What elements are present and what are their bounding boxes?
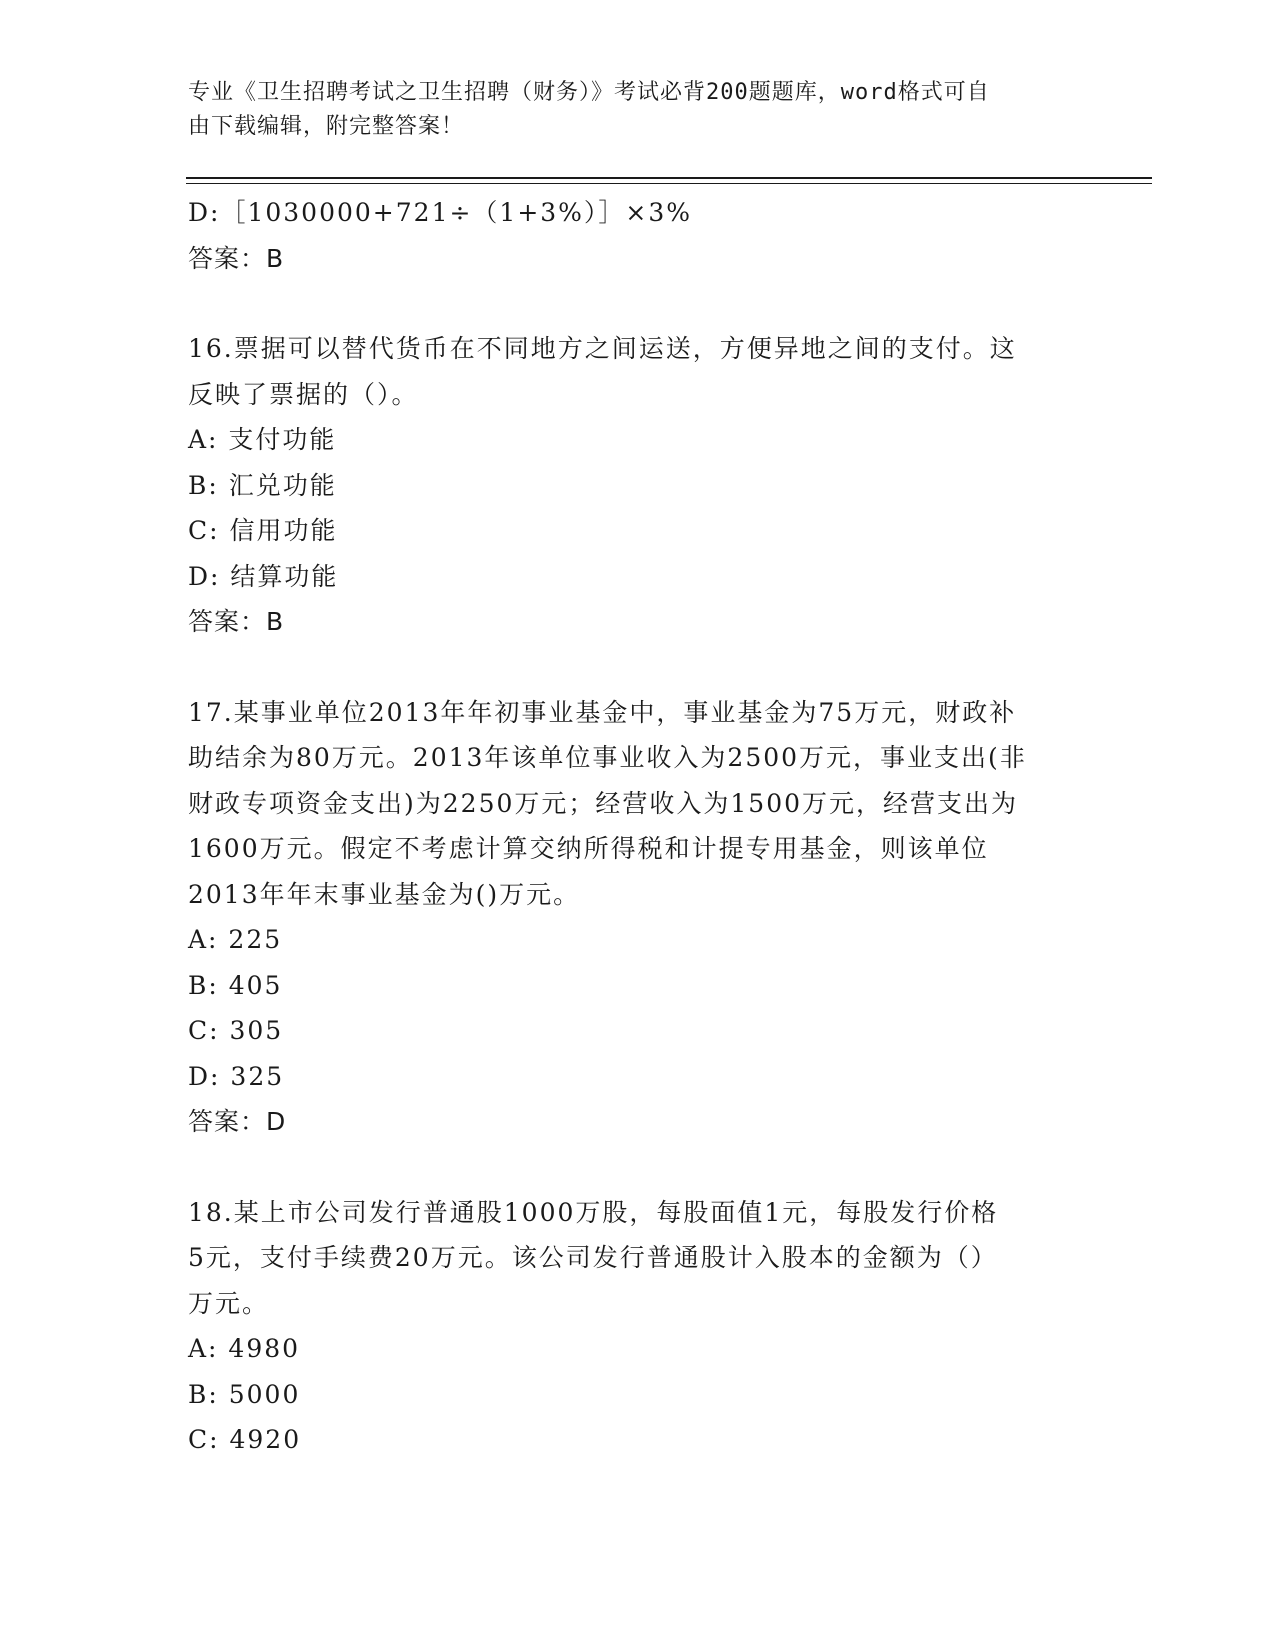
question-stem-line: 18.某上市公司发行普通股1000万股，每股面值1元，每股发行价格	[188, 1197, 999, 1227]
question-stem-line: 反映了票据的（）。	[188, 379, 419, 409]
header-line: 专业《卫生招聘考试之卫生招聘（财务）》考试必背200题题库，word格式可自	[188, 80, 990, 105]
option-c: C: 4920	[188, 1425, 302, 1454]
document-body	[188, 190, 1088, 1463]
question-16	[188, 326, 1088, 645]
answer: 答案：B	[188, 607, 285, 636]
header-line: 由下载编辑，附完整答案！	[188, 114, 465, 139]
question-stem-line: 2013年年末事业基金为()万元。	[188, 879, 581, 909]
page-header	[188, 76, 1088, 144]
question-15-tail	[188, 190, 1088, 281]
header-divider-thin	[186, 183, 1152, 184]
question-17	[188, 690, 1088, 1145]
option-b: B: 405	[188, 970, 283, 1000]
question-stem-line: 财政专项资金支出)为2250万元；经营收入为1500万元，经营支出为	[188, 788, 1019, 818]
header-divider-thick	[186, 177, 1152, 179]
option-b: B: 汇兑功能	[188, 470, 337, 500]
question-18	[188, 1190, 1088, 1463]
option-a: A: 支付功能	[188, 425, 337, 454]
option-d: D:［1030000+721÷（1+3%）］×3%	[188, 198, 693, 227]
option-d: D: 结算功能	[188, 561, 339, 591]
question-stem-line: 助结余为80万元。2013年该单位事业收入为2500万元，事业支出(非	[188, 743, 1027, 772]
option-c: C: 信用功能	[188, 516, 338, 545]
question-stem-line: 17.某事业单位2013年年初事业基金中，事业基金为75万元，财政补	[188, 697, 1017, 727]
answer: 答案：D	[188, 1107, 287, 1136]
option-a: A: 4980	[188, 1334, 301, 1363]
option-b: B: 5000	[188, 1379, 301, 1409]
question-stem-line: 16.票据可以替代货币在不同地方之间运送，方便异地之间的支付。这	[188, 334, 1017, 363]
option-a: A: 225	[188, 925, 283, 954]
option-d: D: 325	[188, 1061, 285, 1091]
option-c: C: 305	[188, 1016, 284, 1045]
answer: 答案：B	[188, 243, 285, 273]
question-stem-line: 1600万元。假定不考虑计算交纳所得税和计提专用基金，则该单位	[188, 834, 989, 863]
question-stem-line: 万元。	[188, 1288, 270, 1318]
question-stem-line: 5元，支付手续费20万元。该公司发行普通股计入股本的金额为（）	[188, 1243, 998, 1272]
